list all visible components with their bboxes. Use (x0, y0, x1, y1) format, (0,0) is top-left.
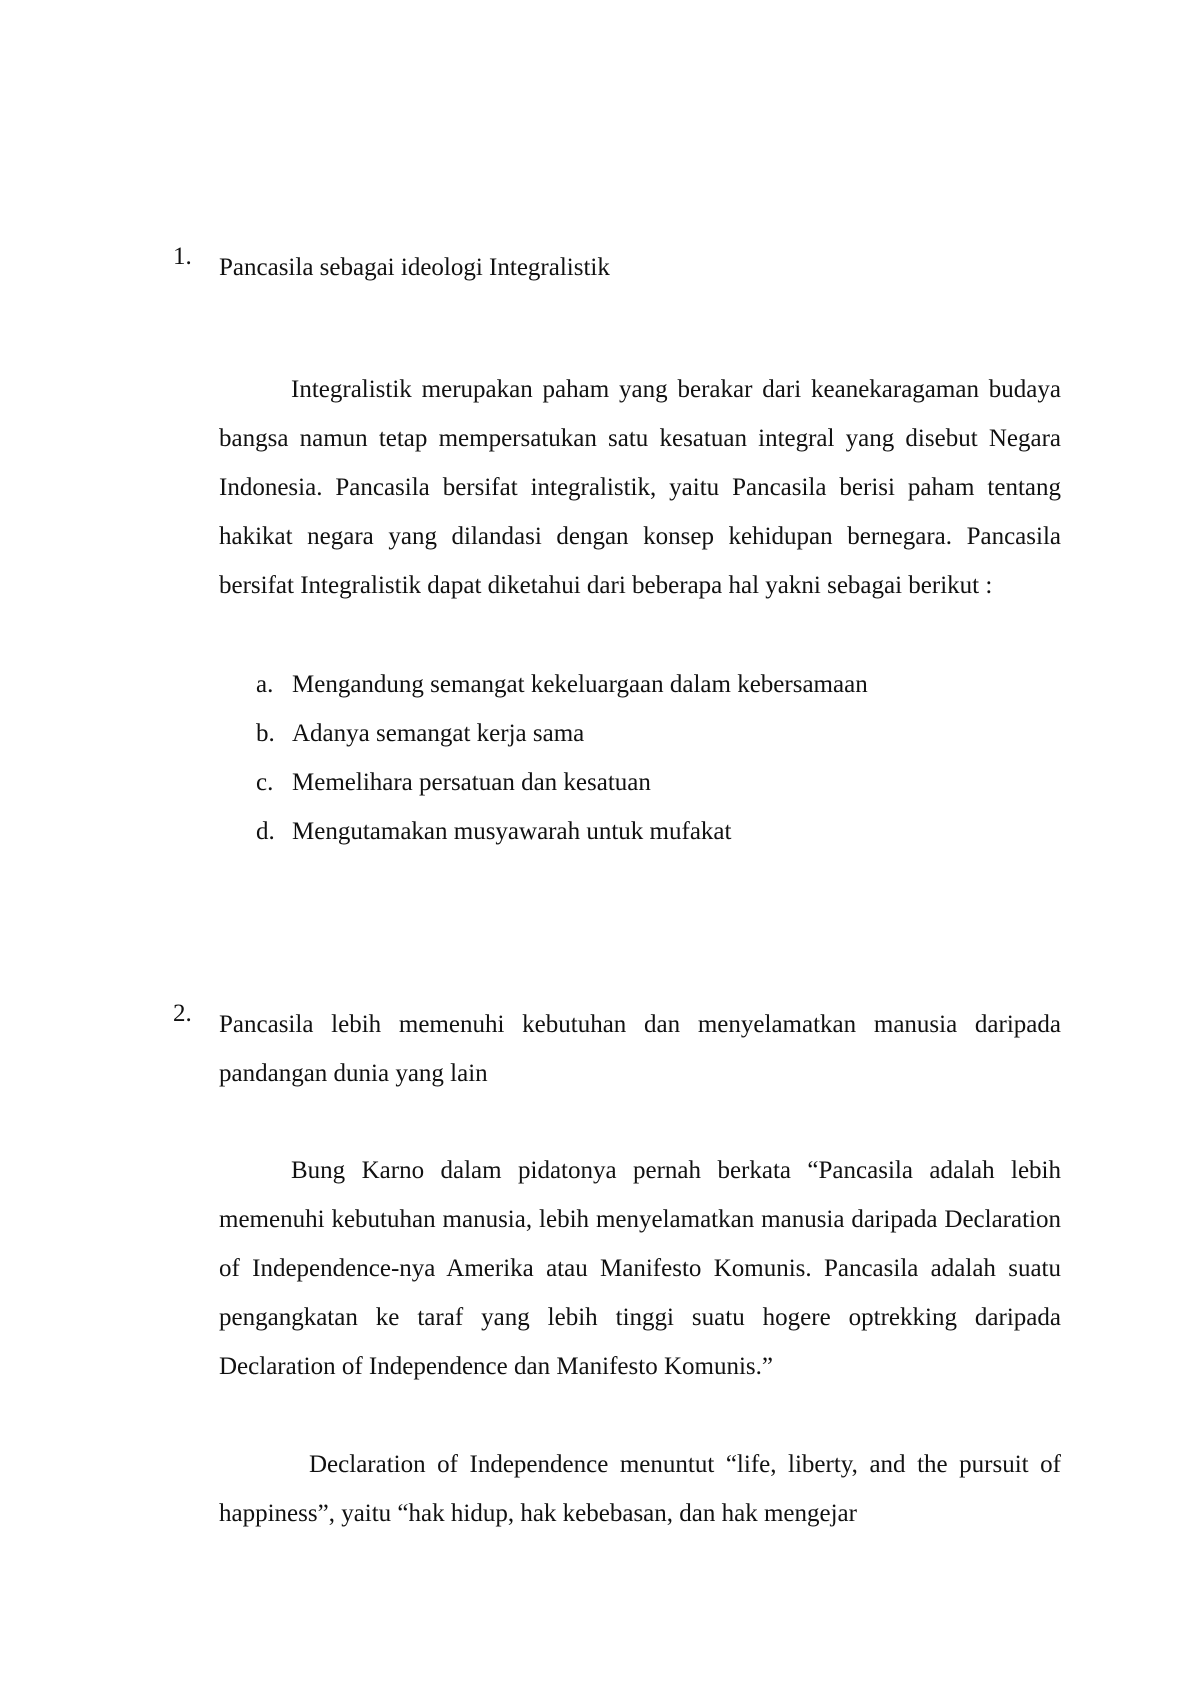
section-1-paragraph: Integralistik merupakan paham yang berakar dari keanekaragaman budaya bangsa namun tetap mempersatukan satu kesatuan integral yang disebut Negara Indonesia. Pancasila bersifat integralistik, yaitu Pancasila berisi paham tentang hakikat negara yang dilandasi dengan konsep kehidupan bernegara. Pancasila bersifat Integralistik dapat diketahui dari beberapa hal yakni sebagai berikut : (219, 376, 1061, 599)
section-2-number: 2. (173, 1000, 192, 1027)
list-item-text: Adanya semangat kerja sama (292, 720, 585, 747)
section-1-heading: Pancasila sebagai ideologi Integralistik (219, 254, 610, 281)
list-item-text: Mengandung semangat kekeluargaan dalam kebersamaan (292, 671, 868, 698)
list-item-text: Memelihara persatuan dan kesatuan (292, 769, 651, 796)
list-item-marker: a. (256, 671, 274, 698)
section-2-paragraph-2-block (219, 1440, 1061, 1538)
section-1-list (256, 660, 1056, 856)
section-2-paragraph-1-block (219, 1146, 1061, 1391)
list-item-marker: b. (256, 720, 275, 747)
section-2-heading-block (173, 1000, 1061, 1098)
list-item (256, 660, 1056, 709)
list-item (256, 758, 1056, 807)
section-2-heading: Pancasila lebih memenuhi kebutuhan dan menyelamatkan manusia daripada pandangan dunia yang lain (219, 1011, 1061, 1087)
list-item-marker: d. (256, 818, 275, 845)
section-2-paragraph-2: Declaration of Independence menuntut “life, liberty, and the pursuit of happiness”, yaitu “hak hidup, hak kebebasan, dan hak mengejar (219, 1451, 1061, 1527)
section-1-paragraph-block (219, 365, 1061, 610)
list-item-text: Mengutamakan musyawarah untuk mufakat (292, 818, 732, 845)
list-item-marker: c. (256, 769, 274, 796)
section-2-paragraph-1: Bung Karno dalam pidatonya pernah berkata “Pancasila adalah lebih memenuhi kebutuhan manusia, lebih menyelamatkan manusia daripada Declaration of Independence-nya Amerika atau Manifesto Komunis. Pancasila adalah suatu pengangkatan ke taraf yang lebih tinggi suatu hogere optrekking daripada Declaration of Independence dan Manifesto Komunis.” (219, 1157, 1061, 1380)
list-item (256, 807, 1056, 856)
section-1-number: 1. (173, 243, 192, 270)
section-1-heading-block (173, 243, 1061, 292)
list-item (256, 709, 1056, 758)
